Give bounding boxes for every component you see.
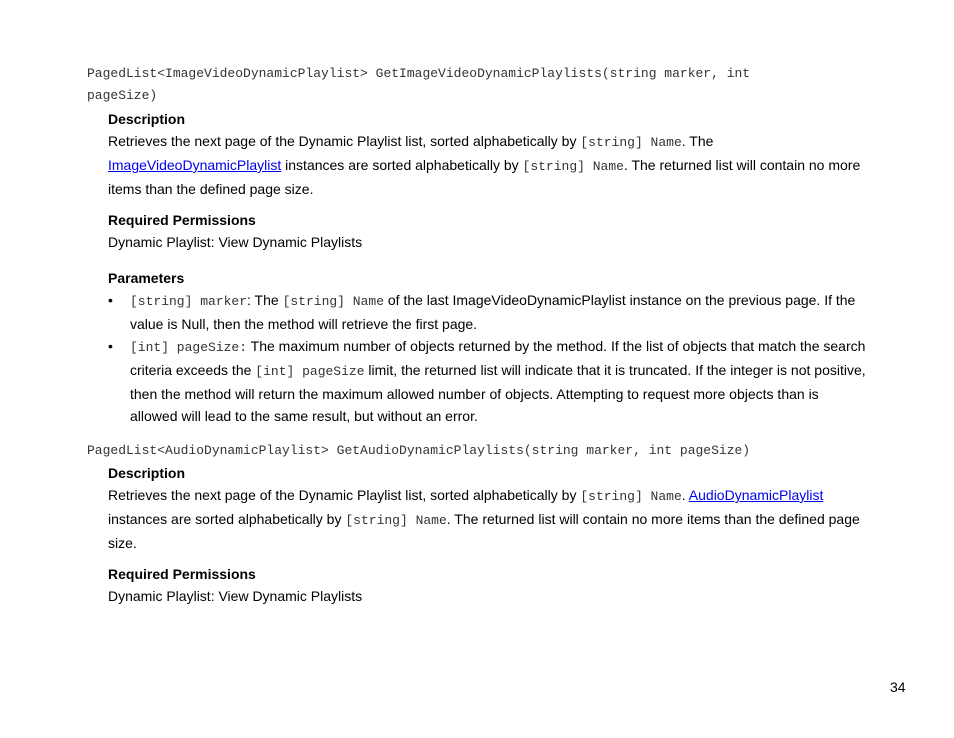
bullet-icon: • xyxy=(108,292,113,308)
permissions-text: Dynamic Playlist: View Dynamic Playlists xyxy=(108,234,363,250)
code-string-name: [string] Name xyxy=(580,135,682,150)
parameters-heading: Parameters xyxy=(108,270,185,286)
description-text: Retrieves the next page of the Dynamic Playlist list, sorted alphabetically by [string] Name. AudioDynamicPlaylist instances are sorted alphabetically by [string] Name. The returned list will contain no more items than the defined page size. xyxy=(108,487,860,551)
parameter-item-marker: • [string] marker: The [string] Name of the last ImageVideoDynamicPlaylist instance on the previous page. If the value is Null, then the method will retrieve the first page. xyxy=(108,289,868,335)
param-code: [string] marker xyxy=(130,294,248,309)
bullet-icon: • xyxy=(108,338,113,354)
description-heading: Description xyxy=(108,111,186,127)
permissions-heading: Required Permissions xyxy=(108,212,256,228)
method-signature-image-video xyxy=(87,63,847,107)
link-image-video-dynamic-playlist[interactable]: ImageVideoDynamicPlaylist xyxy=(108,157,282,173)
permissions-heading: Required Permissions xyxy=(108,566,256,582)
param-code: [int] pageSize: xyxy=(130,340,248,355)
page-number: 34 xyxy=(890,679,906,695)
signature-line-2: pageSize) xyxy=(87,88,158,103)
parameters-list xyxy=(108,289,868,427)
description-heading: Description xyxy=(108,465,186,481)
code-string-name: [string] Name xyxy=(522,159,624,174)
code-string-name: [string] Name xyxy=(580,489,682,504)
code-string-name: [string] Name xyxy=(345,513,447,528)
permissions-text: Dynamic Playlist: View Dynamic Playlists xyxy=(108,588,363,604)
link-audio-dynamic-playlist[interactable]: AudioDynamicPlaylist xyxy=(688,487,824,503)
method-signature-audio: PagedList<AudioDynamicPlaylist> GetAudioDynamicPlaylists(string marker, int pageSize) xyxy=(87,443,751,458)
description-text: Retrieves the next page of the Dynamic Playlist list, sorted alphabetically by [string] Name. The ImageVideoDynamicPlaylist instances are sorted alphabetically by [string] Name. The returned list will contain no more items than the defined page size. xyxy=(108,133,861,197)
signature-line-1: PagedList<ImageVideoDynamicPlaylist> GetImageVideoDynamicPlaylists(string marker, int xyxy=(87,66,751,81)
parameter-item-pagesize: • [int] pageSize: The maximum number of objects returned by the method. If the list of objects that match the search criteria exceeds the [int] pageSize limit, the returned list will indicate that it is truncated. If the integer is not positive, then the method will return the maximum allowed number of objects. Attempting to request more objects than is allowed will lead to the same result, but without an error. xyxy=(108,335,868,427)
